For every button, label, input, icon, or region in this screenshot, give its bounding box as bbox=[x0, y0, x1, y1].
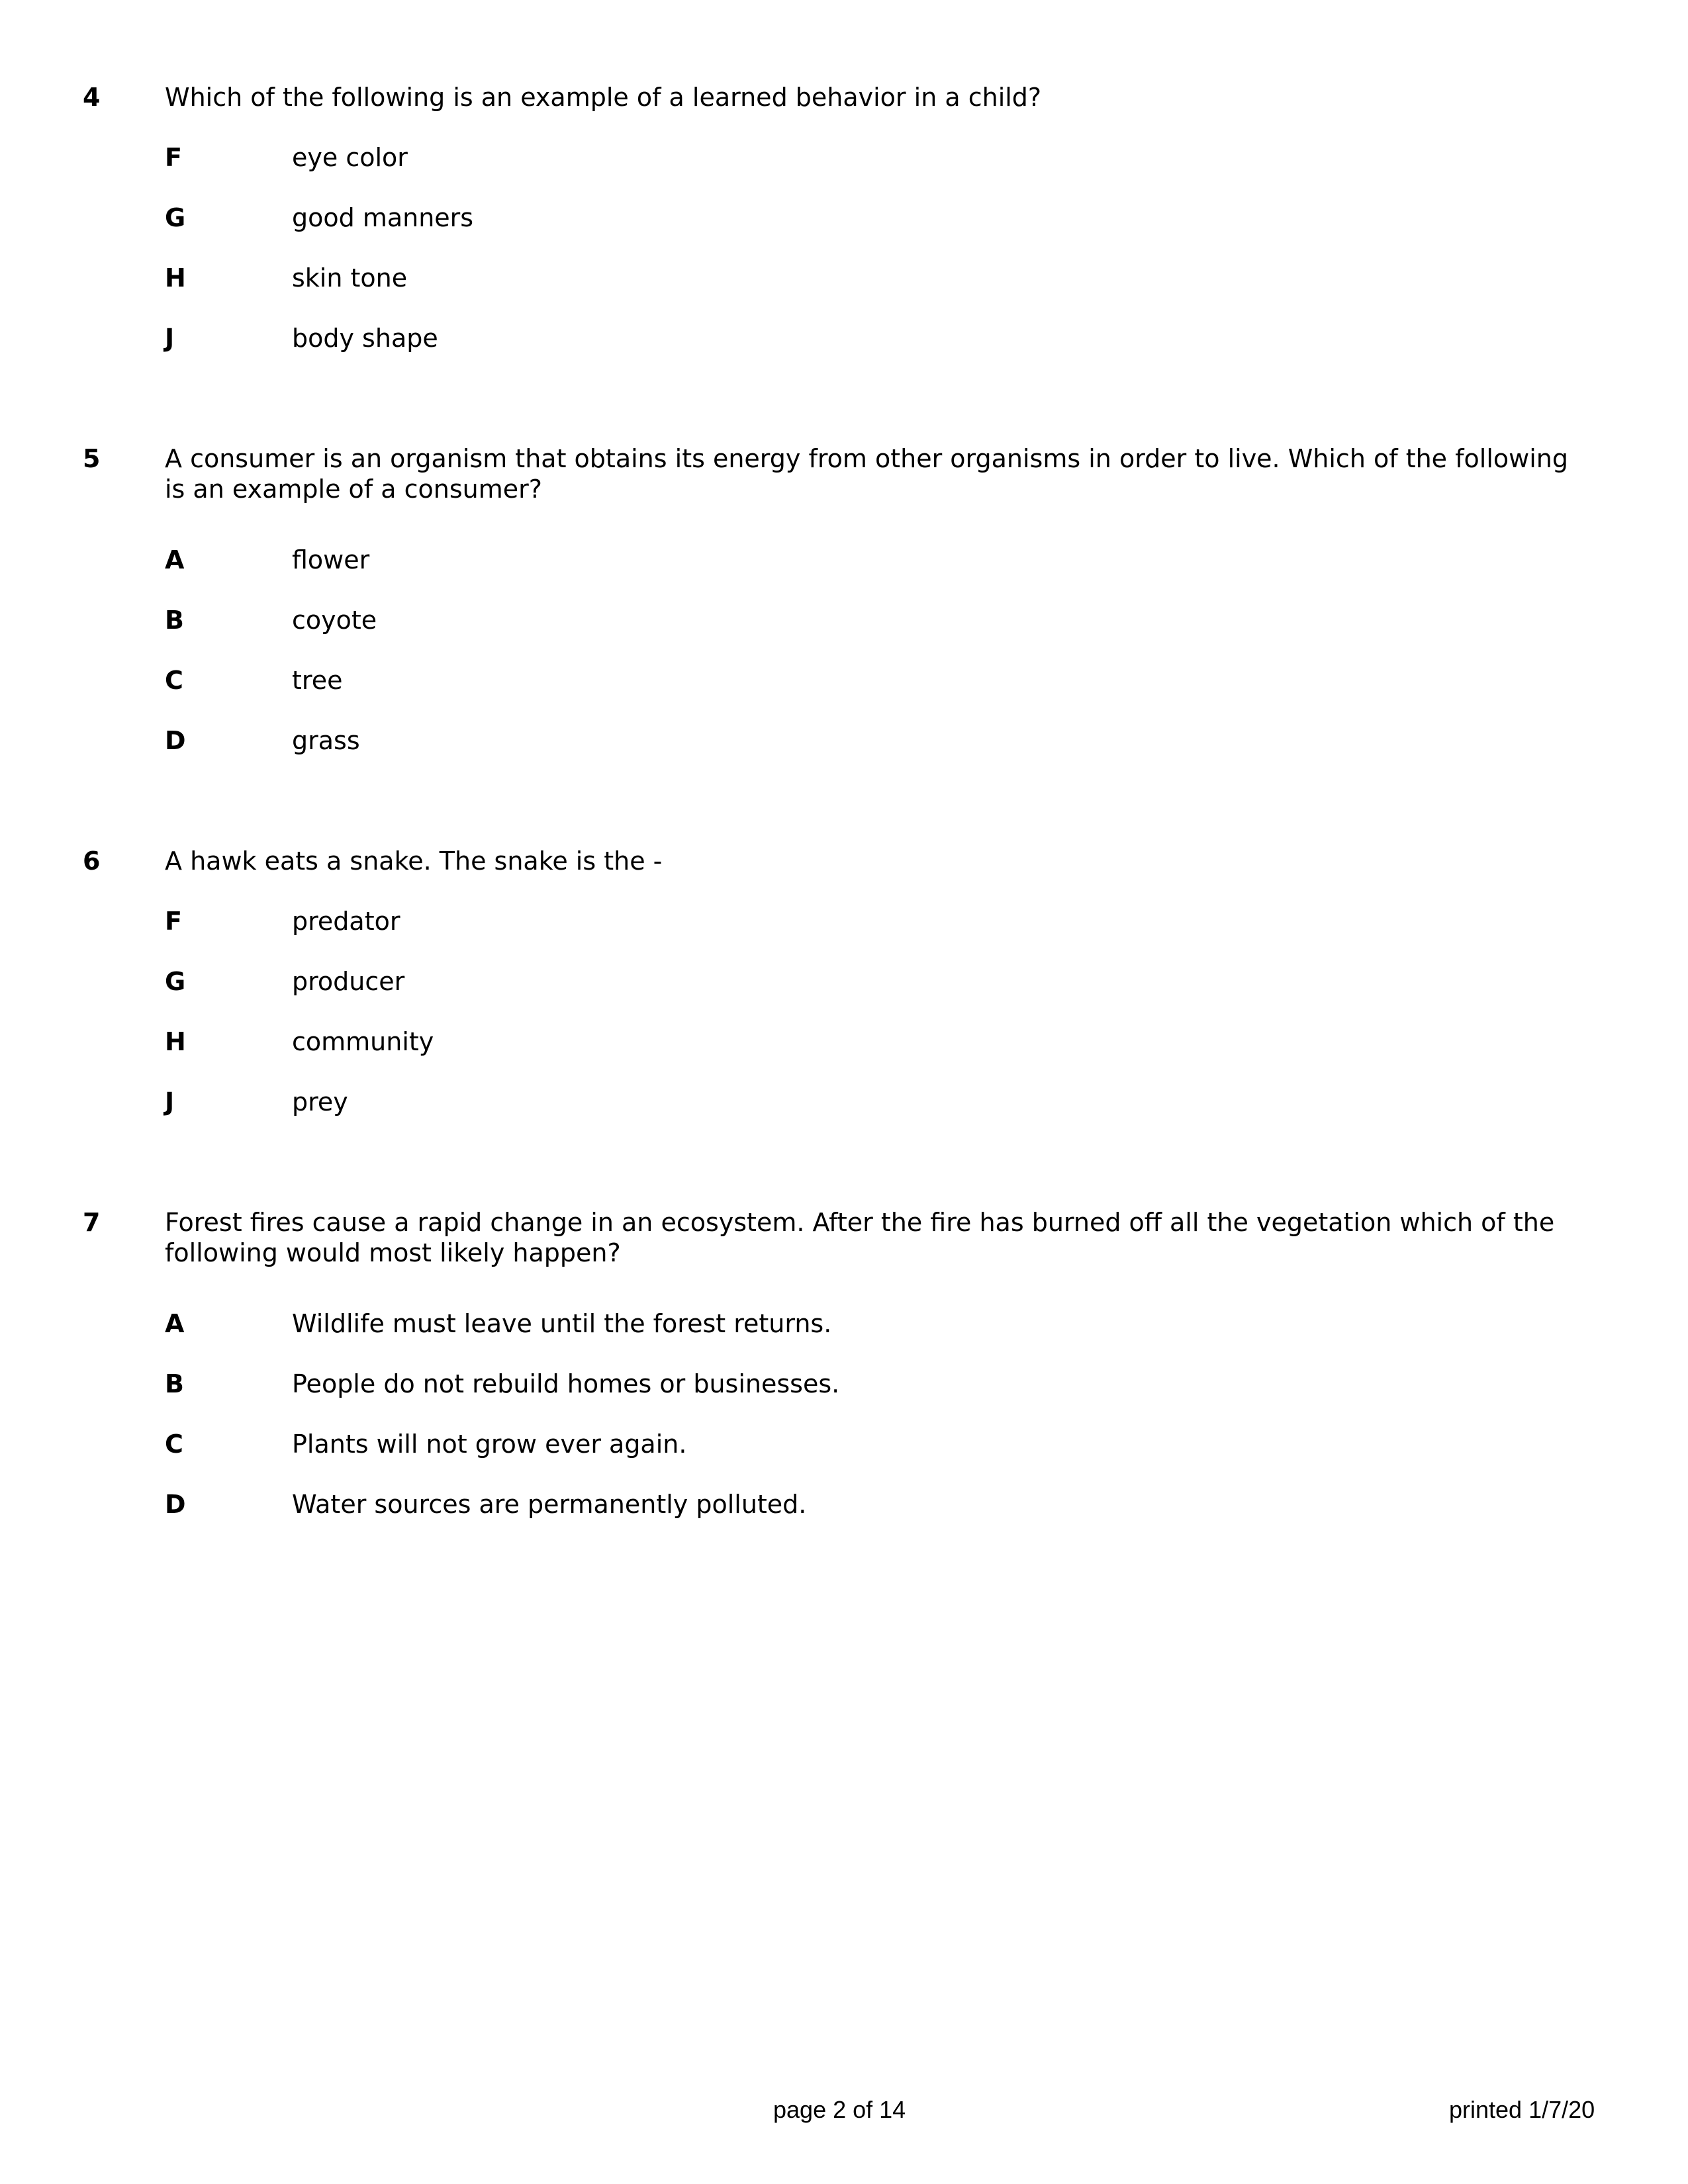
choice-text: flower bbox=[292, 545, 370, 574]
choice-text: Water sources are permanently polluted. bbox=[292, 1490, 807, 1519]
choice-text: eye color bbox=[292, 143, 408, 172]
choice-letter: B bbox=[165, 1369, 184, 1398]
choice-letter: J bbox=[165, 1087, 175, 1116]
choice-letter: G bbox=[165, 967, 186, 996]
answer-choice[interactable] bbox=[0, 906, 1688, 936]
choice-letter: A bbox=[165, 1309, 185, 1338]
choice-letter: C bbox=[165, 1430, 183, 1459]
choice-letter: H bbox=[165, 1027, 186, 1056]
choice-text: Wildlife must leave until the forest returns. bbox=[292, 1309, 832, 1338]
page-number: page 2 of 14 bbox=[773, 2096, 906, 2123]
choice-text: Plants will not grow ever again. bbox=[292, 1430, 687, 1459]
answer-choice[interactable] bbox=[0, 263, 1688, 293]
choice-letter: A bbox=[165, 545, 185, 574]
choice-letter: F bbox=[165, 143, 182, 172]
question-text: Forest fires cause a rapid change in an ecosystem. After the fire has burned off all the vegetation which of the following would most likely happen? bbox=[165, 1208, 1555, 1267]
question-number: 6 bbox=[83, 846, 101, 876]
choice-letter: B bbox=[165, 606, 184, 635]
answer-choice[interactable] bbox=[0, 725, 1688, 756]
choice-text: body shape bbox=[292, 324, 438, 353]
choice-letter: H bbox=[165, 263, 186, 293]
printed-date: printed 1/7/20 bbox=[1449, 2096, 1595, 2123]
choice-letter: D bbox=[165, 1490, 186, 1519]
answer-choice[interactable] bbox=[0, 142, 1688, 173]
answer-choice[interactable] bbox=[0, 605, 1688, 635]
choice-text: good manners bbox=[292, 203, 474, 232]
answer-choice[interactable] bbox=[0, 966, 1688, 997]
choice-text: predator bbox=[292, 907, 400, 936]
question-text: A consumer is an organism that obtains its energy from other organisms in order to live. Which of the following is an example of a consumer? bbox=[165, 444, 1568, 504]
choice-text: coyote bbox=[292, 606, 377, 635]
choice-letter: G bbox=[165, 203, 186, 232]
question-number: 7 bbox=[83, 1208, 101, 1237]
choice-text: community bbox=[292, 1027, 434, 1056]
answer-choice[interactable] bbox=[0, 545, 1688, 575]
question-number: 4 bbox=[83, 83, 101, 112]
choice-letter: J bbox=[165, 324, 175, 353]
choice-text: producer bbox=[292, 967, 405, 996]
answer-choice[interactable] bbox=[0, 323, 1688, 353]
answer-choice[interactable] bbox=[0, 1489, 1688, 1520]
choice-text: prey bbox=[292, 1087, 348, 1116]
choice-text: skin tone bbox=[292, 263, 408, 293]
choice-text: grass bbox=[292, 726, 360, 755]
answer-choice[interactable] bbox=[0, 1026, 1688, 1057]
choice-letter: F bbox=[165, 907, 182, 936]
answer-choice[interactable] bbox=[0, 665, 1688, 696]
choice-text: People do not rebuild homes or businesses. bbox=[292, 1369, 840, 1398]
answer-choice[interactable] bbox=[0, 1429, 1688, 1459]
answer-choice[interactable] bbox=[0, 1369, 1688, 1399]
question-text: Which of the following is an example of a learned behavior in a child? bbox=[165, 83, 1042, 112]
answer-choice[interactable] bbox=[0, 1087, 1688, 1117]
choice-text: tree bbox=[292, 666, 343, 695]
answer-choice[interactable] bbox=[0, 203, 1688, 233]
choice-letter: D bbox=[165, 726, 186, 755]
question-number: 5 bbox=[83, 444, 101, 473]
answer-choice[interactable] bbox=[0, 1308, 1688, 1339]
choice-letter: C bbox=[165, 666, 183, 695]
question-text: A hawk eats a snake. The snake is the - bbox=[165, 846, 663, 876]
